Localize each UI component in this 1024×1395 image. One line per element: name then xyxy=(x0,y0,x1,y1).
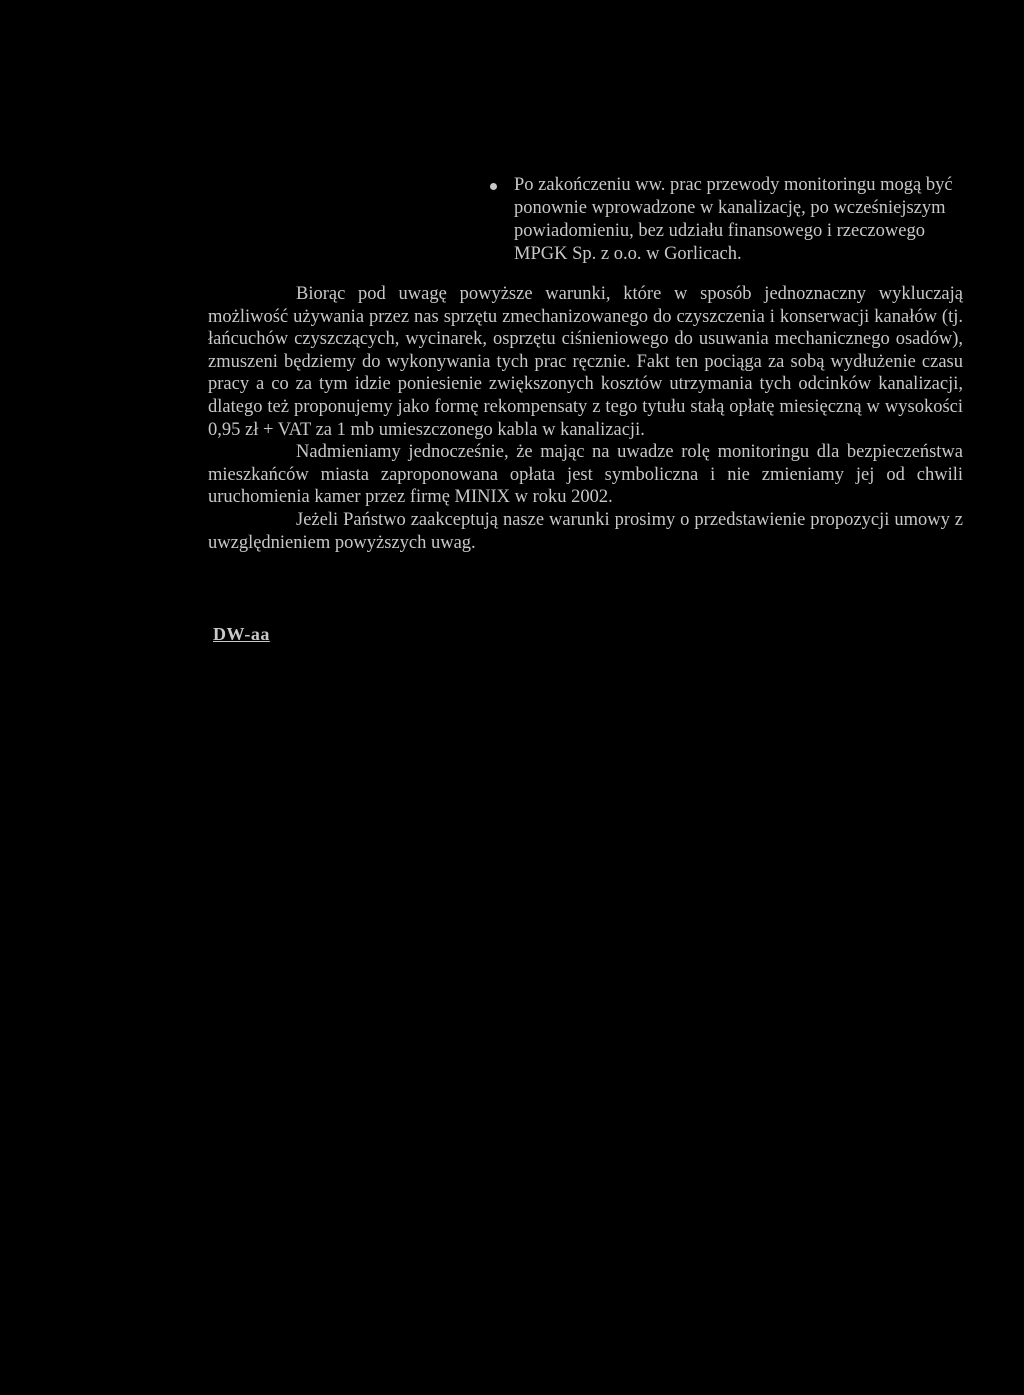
paragraph-conditions: Biorąc pod uwagę powyższe warunki, które w sposób jednoznaczny wykluczają możliwość używania przez nas sprzętu zmechanizowanego do czyszczenia i konserwacji kanałów (tj. łańcuchów czyszczących, wycinarek, osprzętu ciśnieniowego do usuwania mechanicznego osadów), zmuszeni będziemy do wykonywania tych prac ręcznie. Fakt ten pociąga za sobą wydłużenie czasu pracy a co za tym idzie poniesienie zwiększonych kosztów utrzymania tych odcinków kanalizacji, dlatego też proponujemy jako formę rekompensaty z tego tytułu stałą opłatę miesięczną w wysokości 0,95 zł + VAT za 1 mb umieszczonego kabla w kanalizacji. xyxy=(208,284,963,440)
paragraph-notice: Nadmieniamy jednocześnie, że mając na uwadze rolę monitoringu dla bezpieczeństwa mieszkańców miasta zaproponowana opłata jest symboliczna i nie zmieniamy jej od chwili uruchomienia kamer przez firmę MINIX w roku 2002. xyxy=(208,442,963,508)
bullet-item xyxy=(514,174,974,266)
signature-initials: DW-aa xyxy=(213,624,270,644)
bullet-dot-icon xyxy=(490,183,497,190)
body-text xyxy=(208,283,963,554)
bullet-text: Po zakończeniu ww. prac przewody monitoringu mogą być ponownie wprowadzone w kanalizację, po wcześniejszym powiadomieniu, bez udziału finansowego i rzeczowego MPGK Sp. z o.o. w Gorlicach. xyxy=(514,175,953,264)
paragraph-request: Jeżeli Państwo zaakceptują nasze warunki prosimy o przedstawienie propozycji umowy z uwzględnieniem powyższych uwag. xyxy=(208,509,963,553)
